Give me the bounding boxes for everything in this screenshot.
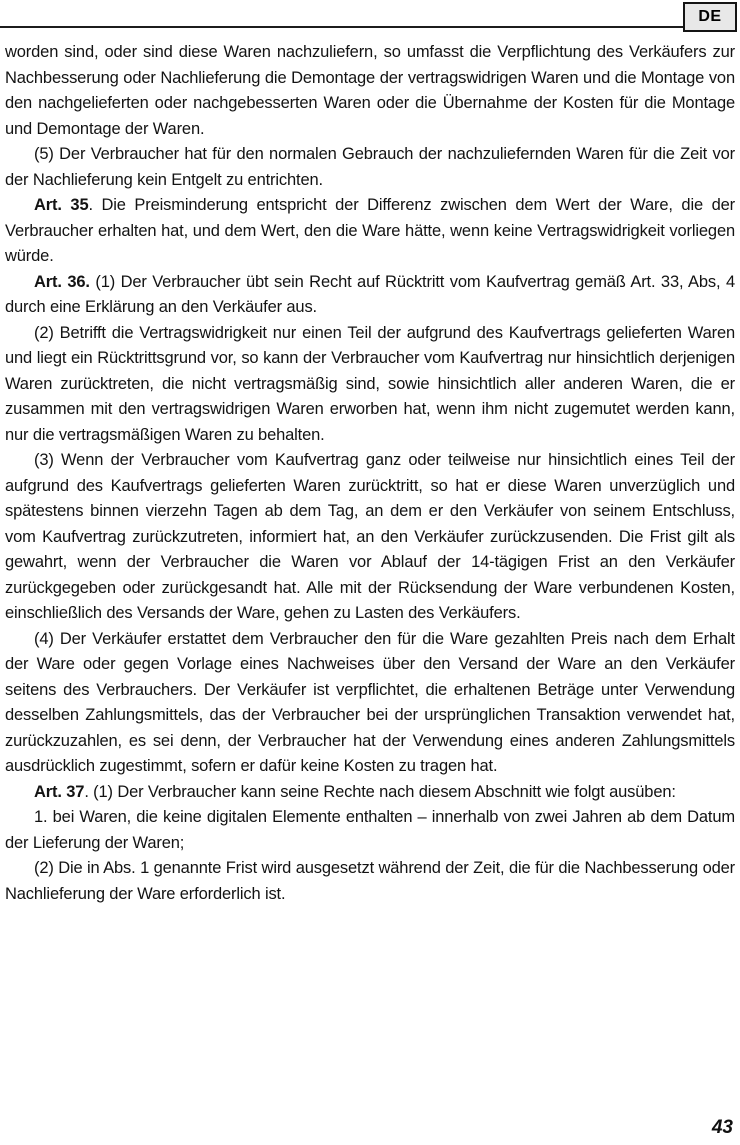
paragraph-text: (2) Betrifft die Vertragswidrigkeit nur einen Teil der aufgrund des Kaufvertrags gelieferten Waren und liegt ein Rücktrittsgrund vor, so kann der Verbraucher vom Kaufvertrag nur hinsichtlich derjenigen Waren zurücktreten, die nicht vertragsmäßig sind, sowie hinsichtlich aller anderen Waren, die er zusammen mit den vertragswidrigen Waren erworben hat, wenn ihm nicht zugemutet werden kann, nur die vertragsmäßigen Waren zu behalten. [5,323,735,444]
paragraph [5,780,735,806]
paragraph-text: worden sind, oder sind diese Waren nachzuliefern, so umfasst die Verpflichtung des Verkäufers zur Nachbesserung oder Nachlieferung die Demontage der vertragswidrigen Waren und die Montage von den nachgelieferten oder nachgebesserten Waren oder die Übernahme der Kosten für die Montage und Demontage der Waren. [5,43,735,138]
paragraph-text: (2) Die in Abs. 1 genannte Frist wird ausgesetzt während der Zeit, die für die Nachbesserung oder Nachlieferung der Ware erforderlich ist. [5,859,735,903]
paragraph-text: (4) Der Verkäufer erstattet dem Verbraucher den für die Ware gezahlten Preis nach dem Erhalt der Ware oder gegen Vorlage eines Nachweises über den Versand der Ware an den Verkäufer seitens des Verbrauchers. Der Verkäufer ist verpflichtet, die erhaltenen Beträge unter Verwendung desselben Zahlungsmittels, das der Verbraucher bei der ursprünglichen Transaktion verwendet hat, zurückzuzahlen, es sei denn, der Verbraucher hat der Verwendung eines anderen Zahlungsmittels ausdrücklich zugestimmt, sofern er dafür keine Kosten zu tragen hat. [5,629,735,775]
paragraph [5,40,735,142]
paragraph [5,321,735,449]
article-number: Art. 37 [34,782,85,801]
paragraph-text: (3) Wenn der Verbraucher vom Kaufvertrag ganz oder teilweise nur hinsichtlich eines Teil der aufgrund des Kaufvertrags gelieferten Waren zurücktritt, so hat er diese Waren unverzüglich und spätestens binnen vierzehn Tagen ab dem Tag, an dem er den Verkäufer von seinem Entschluss, vom Kaufvertrag zurückzutreten, informiert hat, an den Verkäufer zurückzusenden. Die Frist gilt als gewahrt, wenn der Verbraucher die Waren vor Ablauf der 14-tägigen Frist an den Verkäufer zurückgegeben oder zurückgesandt hat. Alle mit der Rücksendung der Ware verbundenen Kosten, einschließlich des Versands der Ware, gehen zu Lasten des Verkäufers. [5,451,735,622]
paragraph [5,270,735,321]
document-body [5,40,735,907]
paragraph-text: (5) Der Verbraucher hat für den normalen Gebrauch der nachzuliefernden Waren für die Zeit vor der Nachlieferung kein Entgelt zu entrichten. [5,145,735,189]
paragraph [5,142,735,193]
page-number: 43 [711,1117,733,1138]
header-rule [0,26,686,28]
paragraph [5,805,735,856]
paragraph-text: (1) Der Verbraucher übt sein Recht auf Rücktritt vom Kaufvertrag gemäß Art. 33, Abs, 4 durch eine Erklärung an den Verkäufer aus. [5,272,735,316]
article-number: Art. 35 [34,196,89,214]
paragraph [5,627,735,780]
paragraph [5,856,735,907]
language-badge: DE [683,2,737,32]
paragraph-text: . (1) Der Verbraucher kann seine Rechte nach diesem Abschnitt wie folgt ausüben: [84,782,676,801]
paragraph [5,448,735,627]
article-number: Art. 36. [34,272,90,291]
paragraph-text: . Die Preisminderung entspricht der Differenz zwischen dem Wert der Ware, die der Verbraucher erhalten hat, und dem Wert, den die Ware hätte, wenn keine Vertragswidrigkeit vorliegen würde. [5,196,735,265]
paragraph-text: 1. bei Waren, die keine digitalen Elemente enthalten – innerhalb von zwei Jahren ab dem Datum der Lieferung der Waren; [5,808,735,852]
paragraph [5,193,735,270]
